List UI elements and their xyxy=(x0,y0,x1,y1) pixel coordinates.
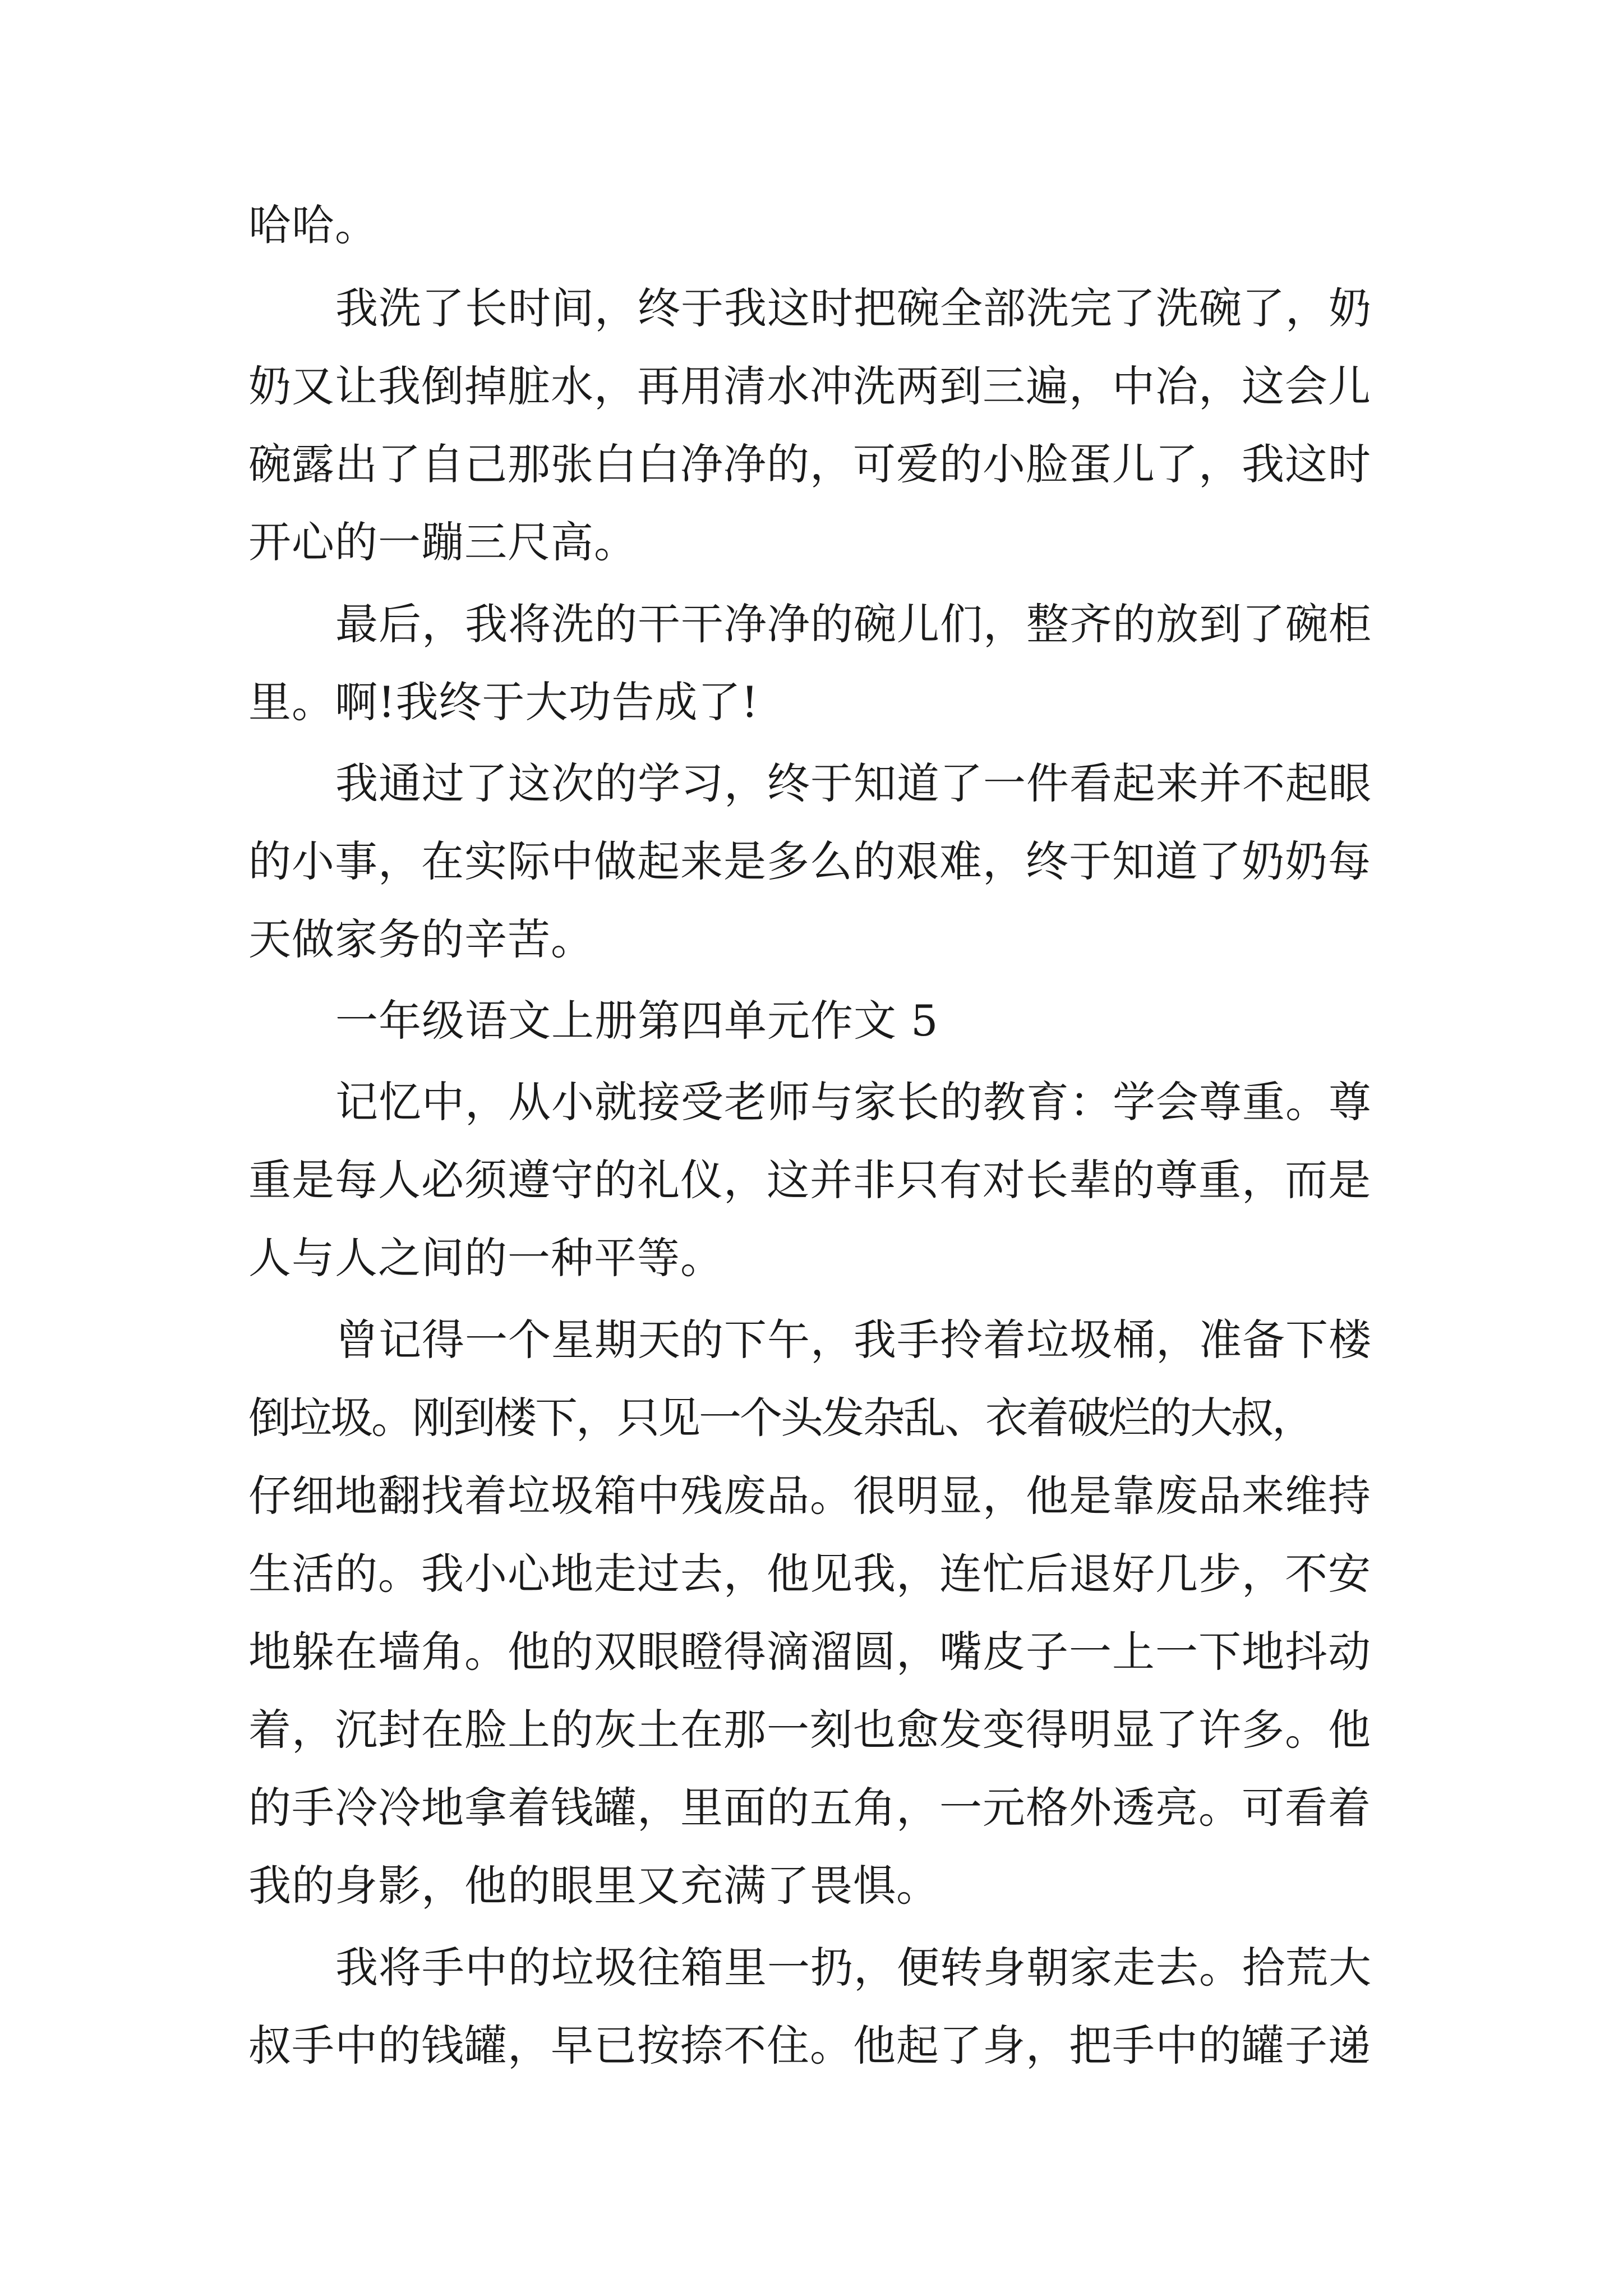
text-line: 叔手中的钱罐，早已按捺不住。他起了身，把手中的罐子递 xyxy=(248,2021,1371,2070)
text-line: 倒垃圾。刚到楼下，只见一个头发杂乱、衣着破烂的大叔， xyxy=(248,1393,1313,1443)
text-line: 奶又让我倒掉脏水，再用清水冲洗两到三遍，中冶，这会儿 xyxy=(248,361,1371,411)
paragraph-start: 我通过了这次的学习，终于知道了一件看起来并不起眼 xyxy=(335,758,1372,808)
text-line: 仔细地翻找着垃圾箱中残废品。很明显，他是靠废品来维持 xyxy=(248,1471,1371,1521)
text-line: 重是每人必须遵守的礼仪，这并非只有对长辈的尊重，而是 xyxy=(248,1155,1371,1205)
paragraph-start: 我洗了长时间，终于我这时把碗全部洗完了洗碗了，奶 xyxy=(335,283,1372,333)
text-line: 开心的一蹦三尺高。 xyxy=(248,517,637,567)
text-line: 里。啊!我终于大功告成了! xyxy=(248,677,759,727)
text-line: 着，沉封在脸上的灰土在那一刻也愈发变得明显了许多。他 xyxy=(248,1705,1371,1755)
text-line: 碗露出了自己那张白白净净的，可爱的小脸蛋儿了，我这时 xyxy=(248,439,1371,489)
paragraph-start: 最后，我将洗的干干净净的碗儿们，整齐的放到了碗柜 xyxy=(335,599,1372,649)
paragraph-start: 记忆中，从小就接受老师与家长的教育：学会尊重。尊 xyxy=(335,1077,1372,1127)
text-line: 我的身影，他的眼里又充满了畏惧。 xyxy=(248,1861,939,1911)
text-line: 的小事，在实际中做起来是多么的艰难，终于知道了奶奶每 xyxy=(248,836,1371,886)
text-line: 地躲在墙角。他的双眼瞪得滴溜圆，嘴皮子一上一下地抖动 xyxy=(248,1627,1371,1677)
text-line: 天做家务的辛苦。 xyxy=(248,914,594,964)
text-line: 人与人之间的一种平等。 xyxy=(248,1233,723,1283)
paragraph-start: 我将手中的垃圾往箱里一扔，便转身朝家走去。拾荒大 xyxy=(335,1943,1372,1993)
text-line: 的手冷冷地拿着钱罐，里面的五角，一元格外透亮。可看着 xyxy=(248,1783,1371,1833)
text-line: 哈哈。 xyxy=(248,200,378,250)
text-line: 生活的。我小心地走过去，他见我，连忙后退好几步，不安 xyxy=(248,1549,1371,1599)
section-heading: 一年级语文上册第四单元作文 5 xyxy=(335,996,939,1046)
paragraph-start: 曾记得一个星期天的下午，我手拎着垃圾桶，准备下楼 xyxy=(335,1315,1372,1365)
